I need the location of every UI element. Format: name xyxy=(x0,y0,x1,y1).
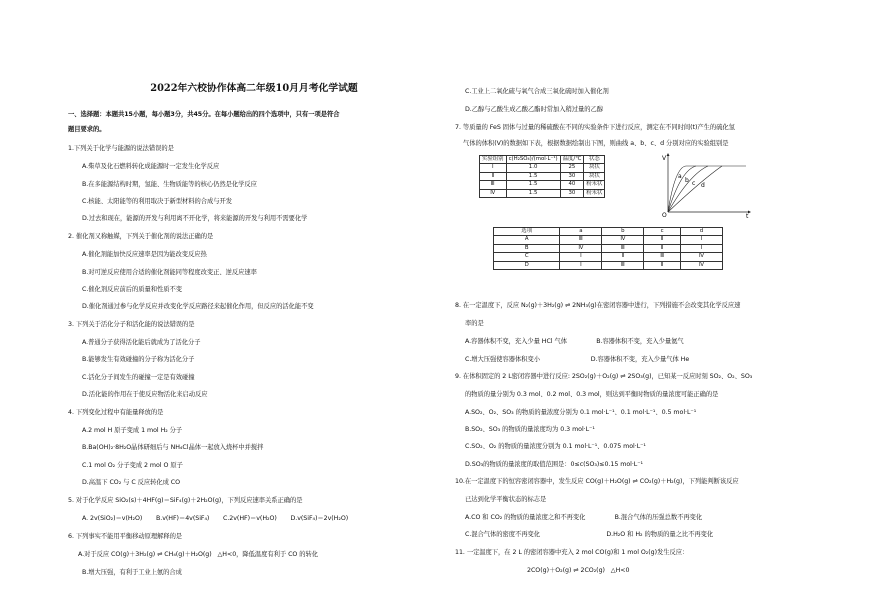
table-cell: Ⅳ xyxy=(480,189,507,197)
header-cell: c xyxy=(644,228,681,236)
question-9-option-a: A.SO₂、O₂、SO₃ 的物质的量浓度分别为 0.1 mol·L⁻¹、0.1 mol·L⁻¹、0.5 mol·L⁻¹ xyxy=(465,409,697,416)
table-cell: Ⅱ xyxy=(644,244,681,252)
header-cell: 实验组别 xyxy=(480,156,507,164)
x-axis-arrow xyxy=(748,211,751,214)
question-8-options-ab: A.容器体积不变，充入少量 HCl 气体 B.容器体积不变，充入少量氦气 xyxy=(465,338,684,345)
table-cell: Ⅱ xyxy=(644,261,681,269)
table-cell: Ⅳ xyxy=(680,253,722,261)
table-row xyxy=(494,261,723,269)
table-cell: 粉末状 xyxy=(584,189,605,197)
table-cell: 1.5 xyxy=(506,172,560,180)
question-8-stem: 8. 在一定温度下，反应 N₂(g)＋3H₂(g) ⇌ 2NH₃(g)在密闭容器中进行，下列措施不会改变其化学反应速 xyxy=(455,302,741,309)
table-cell: 25 xyxy=(560,164,584,172)
table-cell: Ⅰ xyxy=(480,164,507,172)
question-4-option-d: D.高温下 CO₂ 与 C 反应转化成 CO xyxy=(82,479,181,486)
table-cell: Ⅰ xyxy=(560,261,602,269)
header-cell: 状态 xyxy=(584,156,605,164)
table-row xyxy=(480,189,605,197)
table-cell: Ⅲ xyxy=(560,236,602,244)
question-8-options-cd: C.增大压强使容器体积变小 D.容器体积不变，充入少量气体 He xyxy=(465,356,690,363)
question-1-stem: 1.下列关于化学与能源的说法错误的是 xyxy=(68,145,174,152)
table-cell: 块状 xyxy=(584,164,605,172)
curve-c xyxy=(668,166,708,212)
table-cell: Ⅱ xyxy=(480,172,507,180)
question-2-option-d: D.催化剂通过参与化学反应并改变化学反应路径来起催化作用，但反应的活化能不变 xyxy=(82,303,314,310)
question-5-options: A. 2v(SiO₂)＝v(H₂O) B.v(HF)＝4v(SiF₄) C.2v(HF)＝v(H₂O) D.v(SiF₄)＝2v(H₂O) xyxy=(82,515,349,522)
question-1-option-b: B.在多能源结构时期，氢能、生物质能等的核心仍然是化学反应 xyxy=(82,181,257,188)
question-8-stem-cont: 率的是 xyxy=(465,320,484,327)
question-6-option-d: D.乙醇与乙酸生成乙酸乙酯时常加入稍过量的乙醇 xyxy=(465,106,603,113)
question-2-option-b: B.对可逆反应使用合适的催化剂能同等程度改变正、逆反应速率 xyxy=(82,269,257,276)
question-6-option-c: C.工业上二氧化硫与氧气合成三氧化硫时加入催化剂 xyxy=(465,88,609,95)
question-7-stem: 7. 等质量的 FeS 固体与过量的稀硫酸在不同的实验条件下进行反应，测定在不同时间(t)产生的硫化氢 xyxy=(455,124,735,131)
curve-d xyxy=(668,166,722,212)
table-row xyxy=(480,172,605,180)
question-4-option-a: A.2 mol H 原子变成 1 mol H₂ 分子 xyxy=(82,427,183,434)
table-cell: B xyxy=(494,244,560,252)
question-3-option-d: D.活化能的作用在于使反应物活化来启动反应 xyxy=(82,391,208,398)
table-cell: Ⅲ xyxy=(480,181,507,189)
question-2-option-c: C.催化剂反应前后的质量和性质不变 xyxy=(82,286,183,293)
question-3-stem: 3. 下列关于活化分子和活化能的说法错误的是 xyxy=(68,321,195,328)
y-axis-arrow xyxy=(667,153,670,156)
question-2-option-a: A.催化剂能加快反应速率是因为能改变反应热 xyxy=(82,251,207,258)
origin-label: O xyxy=(662,212,667,218)
table-row xyxy=(494,253,723,261)
question-9-option-c: C.SO₂、O₂ 的物质的量浓度分别为 0.1 mol·L⁻¹、0.075 mol·L⁻¹ xyxy=(465,443,646,450)
question-11-equation: 2CO(g)＋O₂(g) ⇌ 2CO₂(g) △H<0 xyxy=(527,567,630,574)
header-cell: 选项 xyxy=(494,228,560,236)
question-4-option-c: C.1 mol O₂ 分子变成 2 mol O 原子 xyxy=(82,462,183,469)
question-9-option-d: D.SO₃的物质的量浓度的取值范围是：0≤c(SO₃)≤0.15 mol·L⁻¹ xyxy=(465,461,644,468)
header-cell: b xyxy=(602,228,644,236)
question-5-stem: 5. 对于化学反应 SiO₂(s)＋4HF(g)＝SiF₄(g)＋2H₂O(g)，下列反应速率关系正确的是 xyxy=(68,497,303,504)
table-cell: A xyxy=(494,236,560,244)
table-cell: Ⅰ xyxy=(680,236,722,244)
question-1-option-c: C.核能、太阳能等的利用取决于新型材料的合成与开发 xyxy=(82,198,232,205)
table-cell: Ⅳ xyxy=(560,244,602,252)
experiment-table xyxy=(479,155,605,198)
table-cell: Ⅰ xyxy=(680,244,722,252)
table-row xyxy=(494,236,723,244)
question-9-stem: 9. 在体积固定的 2 L密闭容器中进行反应: 2SO₂(g)＋O₂(g) ⇌ 2SO₃(g)，已知某一反应时刻 SO₂、O₂、SO₃ xyxy=(455,373,753,380)
question-2-stem: 2. 催化剂又称触媒，下列关于催化剂的说法正确的是 xyxy=(68,233,214,240)
table-cell: 30 xyxy=(560,172,584,180)
question-9-stem-cont: 的物质的量分别为 0.3 mol、0.2 mol、0.3 mol，则达到平衡时物质的量浓度可能正确的是 xyxy=(465,391,719,398)
section-heading: 一、选择题：本题共15小题，每小题3分，共45分。在每小题给出的四个选项中，只有一项是符合 xyxy=(68,111,340,118)
table-row xyxy=(494,244,723,252)
table-row xyxy=(480,181,605,189)
curve-label-c: c xyxy=(692,180,696,187)
table-cell: Ⅲ xyxy=(644,253,681,261)
question-6-stem: 6. 下列事实不能用平衡移动原理解释的是 xyxy=(68,533,183,540)
curve-label-a: a xyxy=(678,173,682,180)
question-4-stem: 4. 下列变化过程中有能量释放的是 xyxy=(68,409,164,416)
question-3-option-c: C.活化分子间发生的碰撞一定是有效碰撞 xyxy=(82,374,195,381)
header-cell: d xyxy=(680,228,722,236)
header-cell: 温度/℃ xyxy=(560,156,584,164)
curve-label-d: d xyxy=(701,182,705,189)
question-1-option-a: A.柴草及化石燃料转化成能源时一定发生化学反应 xyxy=(82,163,220,170)
table-cell: 粉末状 xyxy=(584,181,605,189)
experiment-table-header xyxy=(480,156,605,164)
table-cell: 40 xyxy=(560,181,584,189)
table-row xyxy=(480,164,605,172)
table-cell: Ⅱ xyxy=(644,236,681,244)
question-6-option-b: B.增大压强，有利于工业上氨的合成 xyxy=(82,569,182,576)
question-11-stem: 11. 一定温度下，在 2 L 的密闭容器中充入 2 mol CO(g)和 1 mol O₂(g)发生反应： xyxy=(455,549,689,556)
x-axis-label: t xyxy=(746,213,749,218)
table-cell: 1.5 xyxy=(506,181,560,189)
table-cell: Ⅳ xyxy=(602,236,644,244)
question-6-option-a: A.对于反应 CO(g)＋3H₂(g) ⇌ CH₄(g)＋H₂O(g) △H<0，降低温度有利于 CO 的转化 xyxy=(78,551,319,558)
table-cell: Ⅰ xyxy=(560,253,602,261)
table-cell: 30 xyxy=(560,189,584,197)
question-10-stem: 10.在一定温度下的恒容密闭容器中，发生反应 CO(g)＋H₂O(g) ⇌ CO₂(g)＋H₂(g)，下列能判断该反应 xyxy=(455,478,739,485)
question-3-option-b: B.能够发生有效碰撞的分子称为活化分子 xyxy=(82,356,195,363)
table-cell: 块状 xyxy=(584,172,605,180)
curve-label-b: b xyxy=(685,177,689,184)
header-cell: a xyxy=(560,228,602,236)
y-axis-label: V xyxy=(662,155,667,162)
options-table-header xyxy=(494,228,723,236)
table-cell: Ⅱ xyxy=(602,253,644,261)
question-4-option-b: B.Ba(OH)₂·8H₂O晶体研细后与 NH₄Cl晶体一起放入烧杯中并搅拌 xyxy=(82,444,264,451)
exam-title: 2022年六校协作体高二年级10月月考化学试题 xyxy=(150,83,358,94)
question-10-options-ab: A.CO 和 CO₂ 的物质的量浓度之和不再变化 B.混合气体的压强总数不再变化 xyxy=(465,514,703,521)
table-cell: C xyxy=(494,253,560,261)
header-cell: c(H₂SO₄)/(mol·L⁻¹) xyxy=(506,156,560,164)
table-cell: 1.0 xyxy=(506,164,560,172)
question-7-stem-cont: 气体的体积(V)的数据如下表，根据数据绘制出下图，则曲线 a、b、c、d 分别对应的实验组别是 xyxy=(463,140,729,147)
question-1-option-d: D.过去和现在，能源的开发与利用离不开化学，将来能源的开发与利用不需要化学 xyxy=(82,215,308,222)
question-10-stem-cont: 已达到化学平衡状态的标志是 xyxy=(465,496,547,503)
question-10-options-cd: C.混合气体的密度不再变化 D.H₂O 和 H₂ 的物质的量之比不再变化 xyxy=(465,531,714,538)
volume-time-graph xyxy=(660,152,755,218)
question-3-option-a: A.普通分子获得活化能后就成为了活化分子 xyxy=(82,339,201,346)
table-cell: 1.5 xyxy=(506,189,560,197)
table-cell: Ⅲ xyxy=(602,244,644,252)
options-table xyxy=(493,227,723,270)
table-cell: Ⅳ xyxy=(680,261,722,269)
section-heading-cont: 题目要求的。 xyxy=(68,126,106,133)
table-cell: D xyxy=(494,261,560,269)
question-9-option-b: B.SO₂、SO₃ 的物质的量浓度均为 0.3 mol·L⁻¹ xyxy=(465,426,595,433)
table-cell: Ⅲ xyxy=(602,261,644,269)
